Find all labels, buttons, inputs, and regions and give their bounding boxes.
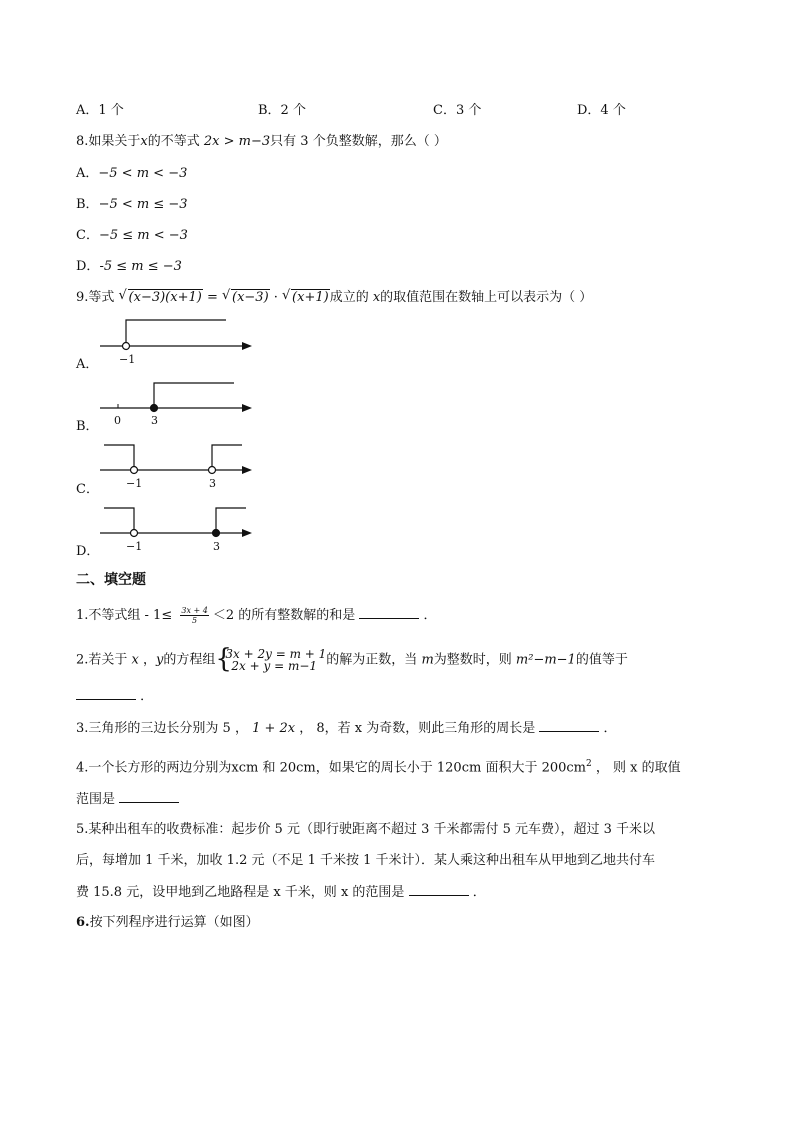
q9-number-line-a <box>96 314 260 370</box>
f2-after: 的解为正数，当 <box>326 652 422 668</box>
section-heading: 二、填空题 <box>76 572 146 588</box>
q8-inequality: 2x > m−3 <box>203 134 271 149</box>
f1-end: ． <box>423 608 437 623</box>
q9-radicand-2: (x−3) <box>232 290 269 305</box>
q8-var: x <box>140 134 148 149</box>
q9-number-line-c <box>96 440 260 496</box>
f2-mid: 的方程组 <box>163 652 216 668</box>
q9-equals: = <box>202 290 222 305</box>
q7-option-b: B．2 个 <box>258 103 306 118</box>
open-point-icon <box>123 343 130 350</box>
f4-line2: 范围是 <box>76 792 116 807</box>
q8-option-d <box>76 258 182 276</box>
tick-label: 0 <box>114 414 121 427</box>
fill-question-5-line1: 5.某种出租车的收费标准：起步价 5 元（即行驶距离不超过 3 千米都需付 5 元车费），超过 3 千米以 <box>76 822 656 837</box>
f2-prefix: 2.若关于 <box>76 652 132 668</box>
f3-end: ． <box>603 721 617 736</box>
axis-arrow-icon <box>242 404 252 412</box>
brace-icon: { <box>215 644 232 674</box>
q8-option-c-expr: −5 ≤ m < −3 <box>98 228 188 243</box>
fill-question-6 <box>76 914 259 932</box>
tick-label: 3 <box>209 477 216 490</box>
f2-var-y: y <box>156 652 164 668</box>
q9-prefix: 9.等式 <box>76 290 119 305</box>
f2-expression: m²−m−1 <box>515 652 576 668</box>
fill-question-5-line3 <box>76 883 486 902</box>
answer-blank[interactable] <box>539 719 599 732</box>
fill-question-4 <box>76 755 681 777</box>
q9-stem <box>76 289 592 307</box>
tick-label: −1 <box>126 477 143 490</box>
f4-line1: 4.一个长方形的两边分别为xcm 和 20cm，如果它的周长小于 120cm 面积大于 200cm <box>76 760 586 776</box>
fill-question-2-answer <box>76 687 153 706</box>
f2-var-m: m <box>421 652 434 668</box>
axis-arrow-icon <box>242 466 252 474</box>
f2-after2: 为整数时，则 <box>433 652 516 668</box>
f3-expression: 1 + 2x <box>252 721 296 736</box>
f1-fraction <box>180 606 208 625</box>
f1-denominator: 5 <box>192 616 198 625</box>
q8-option-c <box>76 227 188 245</box>
q8-stem <box>76 133 447 151</box>
q9-suffix: 的取值范围在数轴上可以表示为（ ） <box>380 290 593 305</box>
q9-option-b-label: B． <box>76 419 99 434</box>
axis-arrow-icon <box>242 529 252 537</box>
f2-equation-system <box>215 644 327 674</box>
fill-question-3 <box>76 719 617 738</box>
f5-line3: 费 15.8 元，设甲地到乙地路程是 x 千米，则 x 的范围是 <box>76 885 405 900</box>
open-point-icon <box>209 467 216 474</box>
f2-equation-2: 2x + y = m−1 <box>231 659 318 673</box>
f1-suffix: ＜2 的所有整数解的和是 <box>212 608 356 623</box>
q9-option-d-label: D． <box>76 544 100 559</box>
f2-after3: 的值等于 <box>575 652 628 668</box>
q8-mid: 的不等式 <box>147 134 204 149</box>
fill-question-2 <box>76 644 628 674</box>
q9-dot: · <box>269 290 283 305</box>
q7-option-c: C．3 个 <box>433 103 482 118</box>
tick-label: 3 <box>213 540 220 553</box>
f4-line1-end: ， 则 x 的取值 <box>591 760 681 776</box>
left-range-bracket <box>104 445 134 466</box>
left-range-bracket <box>104 508 134 529</box>
open-point-icon <box>131 530 138 537</box>
range-bracket <box>154 383 234 404</box>
q8-option-b <box>76 196 188 214</box>
axis-arrow-icon <box>242 342 252 350</box>
q9-number-line-b <box>96 377 260 433</box>
tick-label: 3 <box>151 414 158 427</box>
q9-radical-2: √ (x−3) <box>222 288 269 305</box>
answer-blank[interactable] <box>359 606 419 619</box>
fill-question-4-cont <box>76 790 179 809</box>
q9-suffix-pre: 成立的 <box>329 290 373 305</box>
q8-option-a-expr: −5 < m < −3 <box>98 166 188 181</box>
q8-option-c-label: C． <box>76 228 99 243</box>
f1-numerator: 3x + 4 <box>181 606 208 615</box>
closed-point-icon <box>213 530 220 537</box>
f2-comma: ， <box>138 652 157 668</box>
f2-end: ． <box>140 689 154 704</box>
f6-number: 6. <box>76 915 90 930</box>
q9-option-a-label: A． <box>76 357 99 372</box>
f3-mid: ， 8，若 x 为奇数，则此三角形的周长是 <box>295 721 536 736</box>
q9-radical-1: √ (x−3)(x+1) <box>118 288 202 305</box>
tick-label: −1 <box>119 353 136 366</box>
right-range-bracket <box>216 508 246 529</box>
right-range-bracket <box>212 445 242 466</box>
q8-suffix: 只有 3 个负整数解，那么（ ） <box>270 134 447 149</box>
q9-radicand-1: (x−3)(x+1) <box>128 290 202 305</box>
q9-var: x <box>372 290 381 305</box>
fill-question-1 <box>76 606 437 625</box>
answer-blank[interactable] <box>76 687 136 700</box>
tick-label: −1 <box>126 540 143 553</box>
q8-option-b-label: B． <box>76 197 99 212</box>
f4-superscript: 2 <box>586 759 592 769</box>
q9-option-c-label: C． <box>76 482 99 497</box>
fill-question-5-line2: 后，每增加 1 千米，加收 1.2 元（不足 1 千米按 1 千米计）．某人乘这种出租车从甲地到乙地共付车 <box>76 853 656 868</box>
f2-var-x: x <box>131 652 139 668</box>
f3-prefix: 3.三角形的三边长分别为 5 ， <box>76 721 253 736</box>
q8-option-d-label: D． <box>76 259 100 274</box>
f6-text: 按下列程序进行运算（如图） <box>89 915 259 930</box>
q8-prefix: 8.如果关于 <box>76 134 141 149</box>
open-point-icon <box>131 467 138 474</box>
q8-option-a-label: A． <box>76 166 99 181</box>
q9-radical-3: √ (x+1) <box>282 288 329 305</box>
q8-option-a <box>76 165 187 183</box>
q7-option-d: D．4 个 <box>577 103 626 118</box>
f1-prefix: 1.不等式组 - 1≤ <box>76 608 177 623</box>
closed-point-icon <box>151 405 158 412</box>
range-bracket <box>126 320 226 342</box>
q9-radicand-3: (x+1) <box>292 290 329 305</box>
q9-number-line-d <box>96 503 260 559</box>
q7-option-a: A．1 个 <box>76 103 124 118</box>
f2-equation-1: 3x + 2y = m + 1 <box>225 647 327 661</box>
answer-blank[interactable] <box>409 883 469 896</box>
f5-end: ． <box>472 885 486 900</box>
answer-blank[interactable] <box>119 790 179 803</box>
q8-option-d-expr: -5 ≤ m ≤ −3 <box>99 259 182 274</box>
q8-option-b-expr: −5 < m ≤ −3 <box>98 197 188 212</box>
